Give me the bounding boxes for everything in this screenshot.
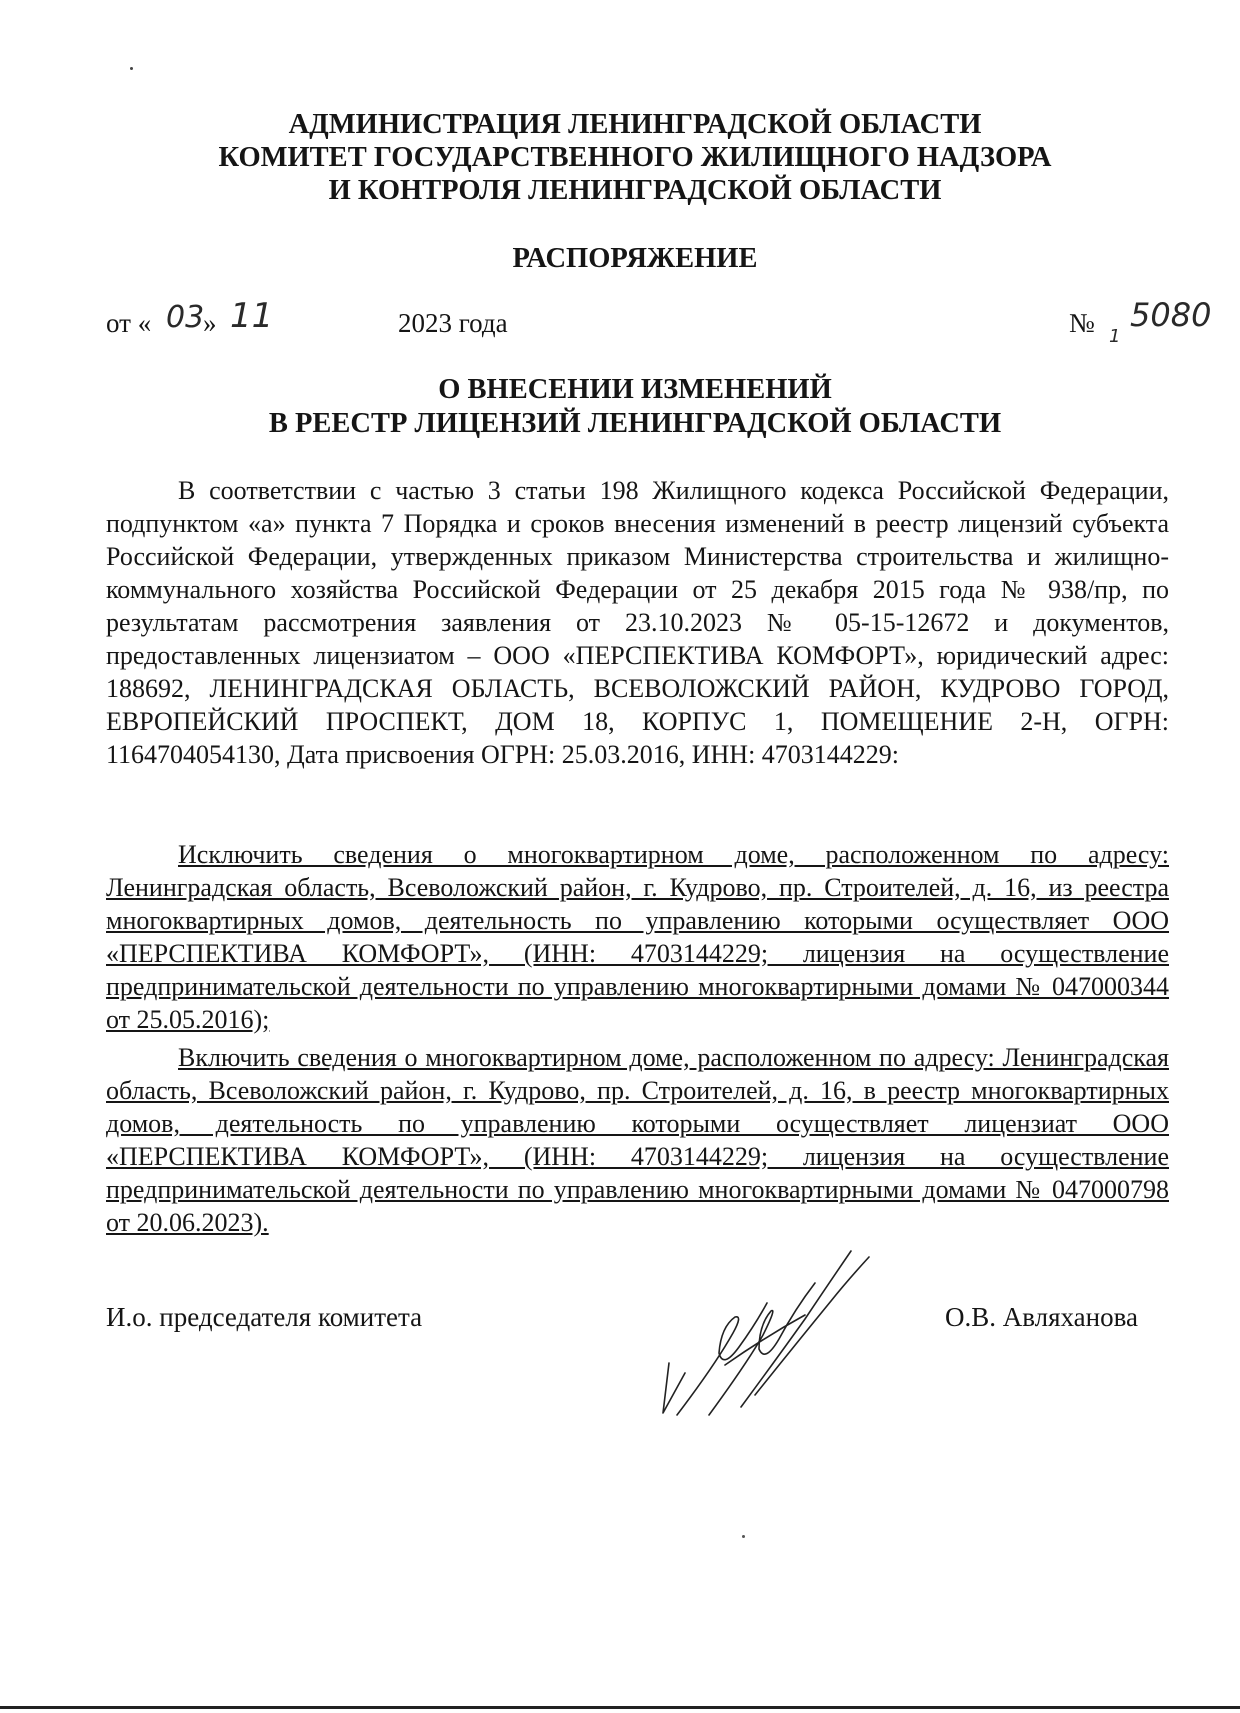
header-line-committee: КОМИТЕТ ГОСУДАРСТВЕННОГО ЖИЛИЩНОГО НАДЗОРА bbox=[218, 142, 1052, 173]
signatory-name: О.В. Авляханова bbox=[945, 1302, 1138, 1332]
preamble-paragraph: В соответствии с частью 3 статьи 198 Жилищного кодекса Российской Федерации, подпунктом «а» пункта 7 Порядка и сроков внесения изменений в реестр лицензий субъекта Российской Федерации, утвержденных приказом Министерства строительства и жилищно-коммунального хозяйства Российской Федерации от 25 декабря 2015 года № 938/пр, по результатам рассмотрения заявления от 23.10.2023 № 05-15-12672 и документов, предоставленных лицензиатом – ООО «ПЕРСПЕКТИВА КОМФОРТ», юридический адрес: 188692, ЛЕНИНГРАДСКАЯ ОБЛАСТЬ, ВСЕВОЛОЖСКИЙ РАЙОН, КУДРОВО ГОРОД, ЕВРОПЕЙСКИЙ ПРОСПЕКТ, ДОМ 18, КОРПУС 1, ПОМЕЩЕНИЕ 2-Н, ОГРН: 1164704054130, Дата присвоения ОГРН: 25.03.2016, ИНН: 4703144229: bbox=[106, 476, 1169, 769]
handwritten-signature bbox=[655, 1245, 885, 1425]
title-line-2: В РЕЕСТР ЛИЦЕНЗИЙ ЛЕНИНГРАДСКОЙ ОБЛАСТИ bbox=[268, 408, 1002, 439]
date-prefix: от « bbox=[106, 308, 152, 338]
header-line-control: И КОНТРОЛЯ ЛЕНИНГРАДСКОЙ ОБЛАСТИ bbox=[328, 175, 942, 206]
scan-bottom-edge bbox=[0, 1706, 1240, 1709]
header-line-administration: АДМИНИСТРАЦИЯ ЛЕНИНГРАДСКОЙ ОБЛАСТИ bbox=[288, 109, 982, 140]
scan-speck bbox=[130, 67, 133, 70]
document-title bbox=[100, 373, 1170, 441]
date-close-quote: » bbox=[203, 308, 217, 338]
exclude-paragraph: Исключить сведения о многоквартирном доме, расположенном по адресу: Ленинградская область, Всеволожский район, г. Кудрово, пр. Строителей, д. 16, из реестра многоквартирных домов, деятельность по управлению которыми осуществляет ООО «ПЕРСПЕКТИВА КОМФОРТ», (ИНН: 4703144229; лицензия на осуществление предпринимательской деятельности по управлению многоквартирными домами № 047000344 от 25.05.2016); bbox=[106, 840, 1169, 1034]
signatory-role: И.о. председателя комитета bbox=[106, 1302, 423, 1332]
number-prefix-handwritten: 1 bbox=[1109, 326, 1121, 347]
number-sign: № bbox=[1069, 308, 1095, 338]
date-day-handwritten: 03 bbox=[166, 300, 205, 335]
include-paragraph: Включить сведения о многоквартирном доме, расположенном по адресу: Ленинградская область, Всеволожский район, г. Кудрово, пр. Строителей, д. 16, в реестр многоквартирных домов, деятельность по управлению которыми осуществляет лицензиат ООО «ПЕРСПЕКТИВА КОМФОРТ», (ИНН: 4703144229; лицензия на осуществление предпринимательской деятельности по управлению многоквартирными домами № 047000798 от 20.06.2023). bbox=[106, 1043, 1169, 1237]
document-type: РАСПОРЯЖЕНИЕ bbox=[512, 243, 758, 274]
title-line-1: О ВНЕСЕНИИ ИЗМЕНЕНИЙ bbox=[438, 374, 832, 405]
document-header bbox=[100, 108, 1170, 207]
document-number-handwritten: 5080 bbox=[1130, 296, 1212, 334]
date-year: 2023 года bbox=[398, 308, 508, 338]
date-month-handwritten: 11 bbox=[230, 296, 274, 336]
scan-speck bbox=[742, 1535, 745, 1538]
date-number-line bbox=[106, 296, 1212, 352]
